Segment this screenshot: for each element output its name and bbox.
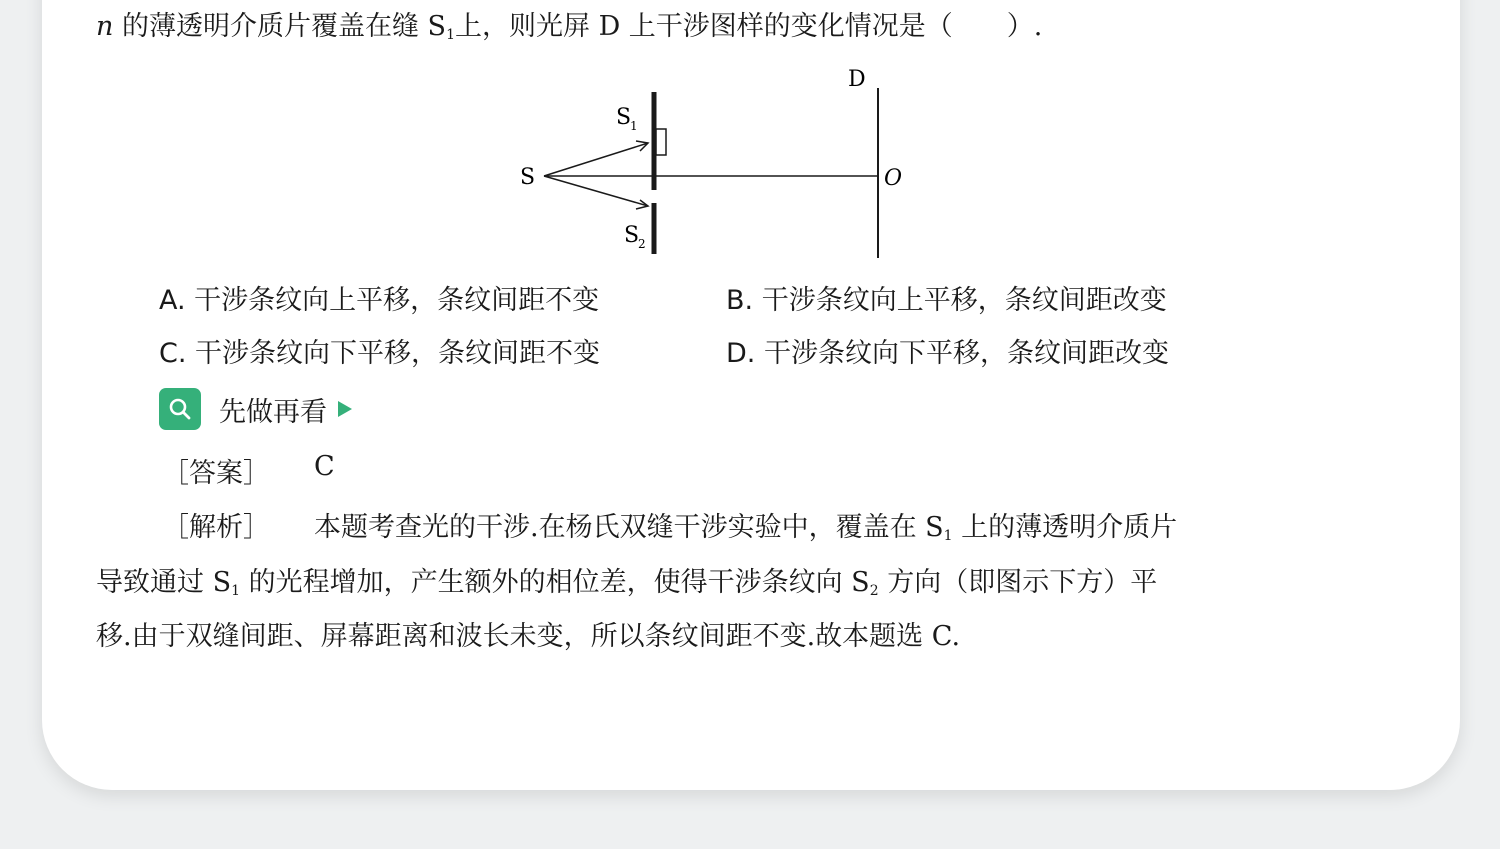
label-s: S	[520, 165, 536, 190]
option-c: C. 干涉条纹向下平移，条纹间距不变	[159, 338, 601, 369]
try-first-button[interactable]	[159, 388, 353, 430]
answer-value: C	[314, 451, 335, 482]
label-d: D	[848, 67, 866, 92]
option-a: A. 干涉条纹向上平移，条纹间距不变	[159, 285, 600, 316]
analysis-line-1: 本题考查光的干涉.在杨氏双缝干涉实验中，覆盖在 $S_1$ 上的薄透明介质片	[314, 512, 1178, 544]
option-b: B. 干涉条纹向上平移，条纹间距改变	[726, 285, 1167, 316]
thin-film-rect	[656, 129, 666, 155]
ray-to-s2	[544, 176, 648, 206]
play-arrow-icon	[337, 400, 353, 418]
label-s2: S	[624, 223, 640, 248]
variable-n: n	[96, 11, 114, 42]
try-first-label: 先做再看	[219, 396, 327, 428]
label-s1: S	[616, 105, 632, 130]
label-o: O	[884, 166, 903, 191]
search-icon	[159, 388, 201, 430]
question-text: n 的薄透明介质片覆盖在缝 $S_1$上，则光屏 D 上干涉图样的变化情况是（ ）.	[96, 11, 1043, 43]
analysis-tag: ［解析］	[162, 512, 270, 543]
answer-tag: ［答案］	[162, 458, 270, 489]
label-s1-sub: 1	[630, 119, 638, 133]
double-slit-diagram	[510, 60, 930, 265]
analysis-line-3: 移.由于双缝间距、屏幕距离和波长未变，所以条纹间距不变.故本题选 C.	[96, 621, 961, 652]
label-s2-sub: 2	[638, 237, 646, 251]
analysis-line-2: 导致通过 $S_1$ 的光程增加，产生额外的相位差，使得干涉条纹向 $S_2$ 方向（即图示下方）平	[96, 567, 1158, 599]
ray-to-s1	[544, 143, 648, 176]
option-d: D. 干涉条纹向下平移，条纹间距改变	[726, 338, 1169, 369]
